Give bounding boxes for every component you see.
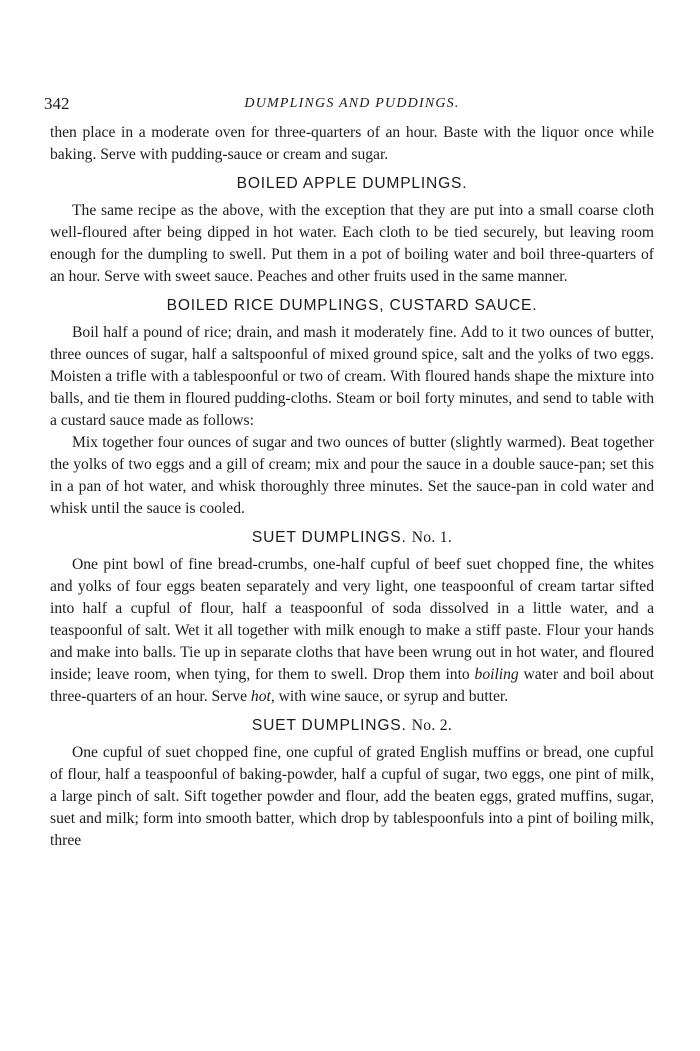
continuation-paragraph: then place in a moderate oven for three-quarters of an hour. Baste with the liquor once while baking. Serve with pudding-sauce or cream and sugar.	[50, 124, 654, 163]
running-head	[44, 94, 654, 120]
suet-dumplings-2-paragraph: One cupful of suet chopped fine, one cupful of grated English muffins or bread, one cupful of flour, half a teaspoonful of baking-powder, half a cupful of sugar, two eggs, one pint of milk, a large pinch of salt. Sift together powder and flour, add the beaten eggs, grated muffins, sugar, suet and milk; form into smooth batter, which drop by tablespoonfuls into a pint of boiling milk, three	[50, 744, 654, 849]
suet-dumplings-2-heading	[50, 714, 654, 738]
suet-1-emphasis-hot: hot,	[250, 688, 275, 705]
boiled-apple-dumplings-paragraph: The same recipe as the above, with the exception that they are put into a small coarse cloth well-floured after being dipped in hot water. Each cloth to be tied securely, but leaving room enough for the dumpling to swell. Put them in a pot of boiling water and boil three-quarters of an hour. Serve with sweet sauce. Peaches and other fruits used in the same manner.	[50, 202, 654, 285]
suet-dumplings-2-number: No. 2.	[411, 717, 453, 734]
custard-sauce-paragraph: Mix together four ounces of sugar and two ounces of butter (slightly warmed). Beat together the yolks of two eggs and a gill of cream; mix and pour the sauce in a double sauce-pan; set this in a pan of hot water, and whisk thoroughly three minutes. Set the sauce-pan in cold water and whisk until the sauce is cooled.	[50, 434, 654, 517]
page-number: 342	[44, 94, 70, 113]
suet-1-text-c: with wine sauce, or syrup and butter.	[274, 688, 509, 705]
boiled-rice-dumplings-heading: BOILED RICE DUMPLINGS, CUSTARD SAUCE.	[166, 297, 538, 314]
boiled-rice-dumplings-paragraph: Boil half a pound of rice; drain, and mash it moderately fine. Add to it two ounces of butter, three ounces of sugar, half a saltspoonful of mixed ground spice, salt and the yolks of two eggs. Moisten a trifle with a tablespoonful or two of cream. With floured hands shape the mixture into balls, and tie them in floured pudding-cloths. Steam or boil forty minutes, and send to table with a custard sauce made as follows:	[50, 324, 654, 429]
suet-1-text-a: One pint bowl of fine bread-crumbs, one-half cupful of beef suet chopped fine, the whites and yolks of four eggs beaten separately and very light, one teaspoonful of cream tartar sifted into half a cupful of flour, half a teaspoonful of soda dissolved in a little water, and a teaspoonful of salt. Wet it all together with milk enough to make a stiff paste. Flour your hands and make into balls. Tie up in separate cloths that have been wrung out in hot water, and floured inside; leave room, when tying, for them to swell. Drop them into	[50, 556, 654, 683]
suet-dumplings-1-paragraph	[50, 554, 654, 708]
book-page	[44, 94, 654, 852]
running-title: DUMPLINGS AND PUDDINGS.	[244, 96, 460, 111]
suet-dumplings-1-title: SUET DUMPLINGS.	[251, 529, 407, 546]
suet-dumplings-1-heading	[50, 526, 654, 550]
suet-dumplings-2-title: SUET DUMPLINGS.	[251, 717, 407, 734]
suet-dumplings-1-number: No. 1.	[411, 529, 453, 546]
suet-1-text-b: water and boil about three-quarters of an hour. Serve	[50, 666, 654, 705]
boiled-apple-dumplings-heading: BOILED APPLE DUMPLINGS.	[236, 175, 468, 192]
suet-1-emphasis-boiling: boiling	[474, 666, 519, 683]
